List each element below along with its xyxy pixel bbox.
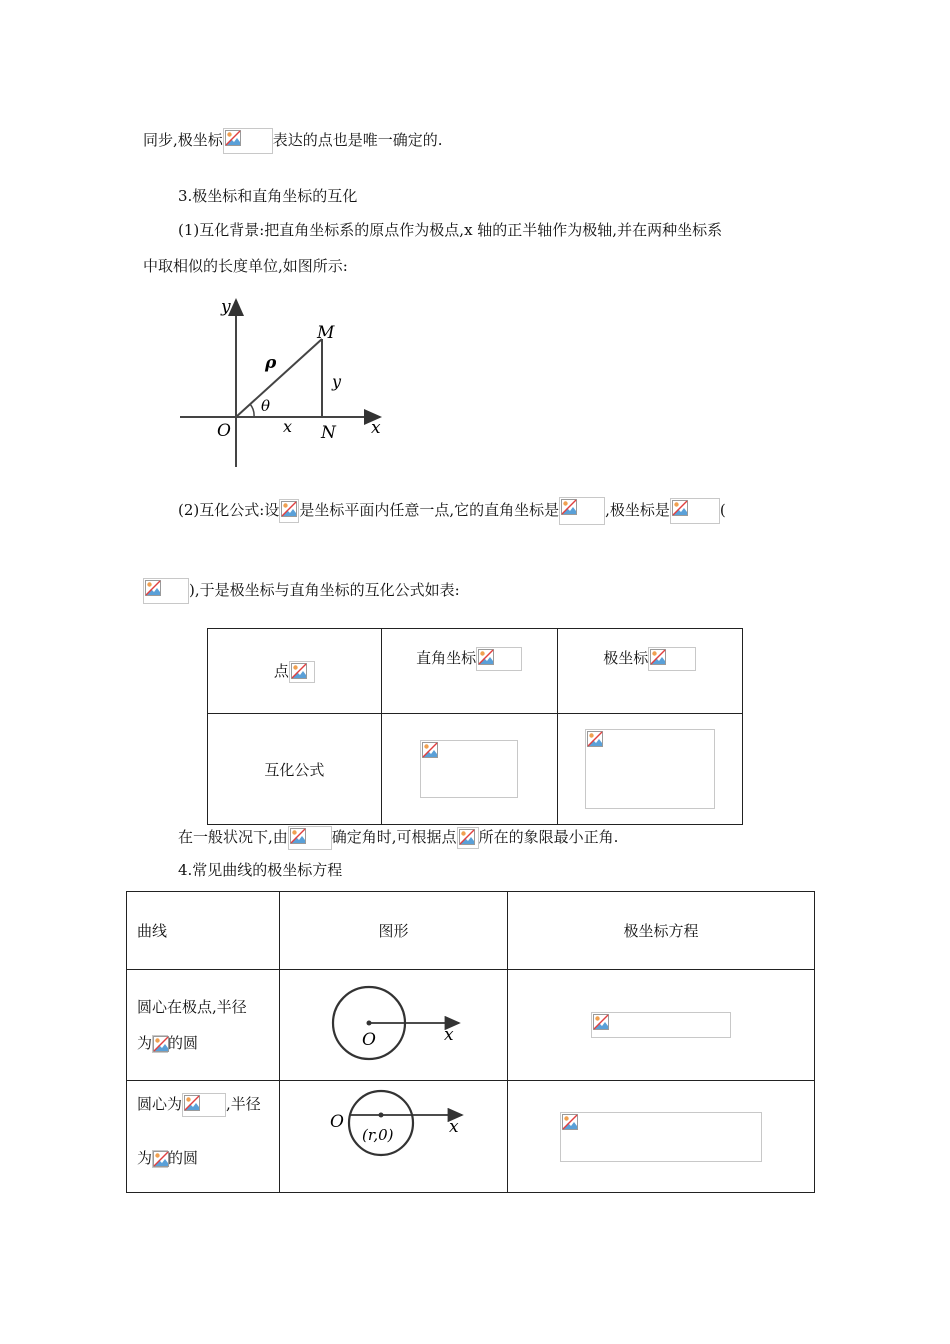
broken-image-icon — [585, 729, 715, 809]
broken-image-icon — [420, 740, 518, 798]
broken-image-icon — [650, 649, 666, 665]
broken-image-icon — [153, 1151, 169, 1167]
table-cell — [507, 1081, 814, 1193]
table-cell: 直角坐标 — [381, 629, 557, 714]
broken-image-icon — [153, 1036, 169, 1052]
table-cell — [280, 1081, 508, 1193]
x-axis-label: x — [371, 418, 381, 438]
svg-text:x: x — [448, 1117, 459, 1137]
table-cell — [507, 970, 814, 1081]
broken-image-icon — [560, 1112, 762, 1162]
broken-image-icon — [478, 649, 494, 665]
broken-image-icon — [476, 647, 522, 671]
y-segment-label: y — [332, 372, 342, 391]
curves-table — [126, 891, 815, 1193]
paragraph-formula-cont: ),于是极坐标与直角坐标的互化公式如表: — [143, 578, 460, 604]
circle-at-r-figure — [314, 1085, 474, 1165]
broken-image-icon — [281, 501, 297, 517]
point-m-label: M — [317, 323, 335, 343]
paragraph-background-line2: 中取相似的长度单位,如图所示: — [143, 257, 348, 275]
broken-image-icon — [457, 827, 479, 849]
broken-image-icon — [422, 742, 438, 758]
paragraph-angle: 在一般状况下,由 确定角时,可根据点 所在的象限最小正角. — [178, 826, 618, 850]
table-cell: 互化公式 — [208, 714, 382, 825]
rho-segment — [236, 339, 322, 417]
heading-3: 3.极坐标和直角坐标的互化 — [178, 187, 358, 205]
table-header-equation: 极坐标方程 — [507, 892, 814, 970]
table-cell: 点 — [208, 629, 382, 714]
theta-arc — [250, 404, 254, 417]
circle-at-pole-figure — [314, 978, 474, 1068]
table-cell — [381, 714, 557, 825]
broken-image-icon — [672, 500, 688, 516]
heading-4: 4.常见曲线的极坐标方程 — [178, 861, 343, 879]
broken-image-icon — [648, 647, 696, 671]
coordinate-diagram — [175, 290, 390, 472]
broken-image-icon — [561, 499, 577, 515]
svg-text:(r,0): (r,0) — [361, 1126, 394, 1144]
table-cell: 圆心为 ,半径 为 的圆 — [127, 1081, 280, 1193]
broken-image-icon — [225, 130, 241, 146]
broken-image-icon — [670, 498, 720, 524]
svg-text:O: O — [361, 1030, 376, 1050]
broken-image-icon — [279, 499, 299, 523]
broken-image-icon — [559, 497, 605, 525]
broken-image-icon — [182, 1093, 226, 1117]
broken-image-icon — [288, 826, 332, 850]
table-cell: 极坐标 — [557, 629, 742, 714]
broken-image-icon — [145, 580, 161, 596]
table-header-figure: 图形 — [280, 892, 508, 970]
broken-image-icon — [291, 663, 307, 679]
paragraph-background-line1: (1)互化背景:把直角坐标系的原点作为极点,x 轴的正半轴作为极轴,并在两种坐标系 — [178, 221, 723, 239]
rho-label: ρ — [265, 353, 277, 373]
broken-image-icon — [152, 1150, 168, 1168]
broken-image-icon — [591, 1012, 731, 1038]
broken-image-icon — [459, 829, 475, 845]
broken-image-icon — [290, 828, 306, 844]
svg-text:x: x — [443, 1025, 454, 1045]
broken-image-icon — [184, 1095, 200, 1111]
broken-image-icon — [289, 661, 315, 683]
table-cell: 圆心在极点,半径 为 的圆 — [127, 970, 280, 1081]
broken-image-icon — [593, 1014, 609, 1030]
broken-image-icon — [587, 731, 603, 747]
theta-label: θ — [261, 397, 271, 415]
x-segment-label: x — [283, 417, 293, 436]
y-axis-label: y — [221, 297, 231, 317]
broken-image-icon — [143, 578, 189, 604]
point-n-label: N — [321, 423, 336, 443]
table-cell — [557, 714, 742, 825]
paragraph-formula: (2)互化公式:设 是坐标平面内任意一点,它的直角坐标是 ,极坐标是 ( — [178, 497, 726, 525]
svg-text:O: O — [329, 1112, 344, 1132]
broken-image-icon — [223, 128, 273, 154]
broken-image-icon — [152, 1035, 168, 1053]
conversion-table — [207, 628, 743, 825]
origin-label: O — [217, 421, 231, 441]
broken-image-icon — [562, 1114, 578, 1130]
table-cell — [280, 970, 508, 1081]
paragraph-polar-unique: 同步,极坐标 表达的点也是唯一确定的. — [143, 128, 443, 154]
table-header-curve: 曲线 — [127, 892, 280, 970]
